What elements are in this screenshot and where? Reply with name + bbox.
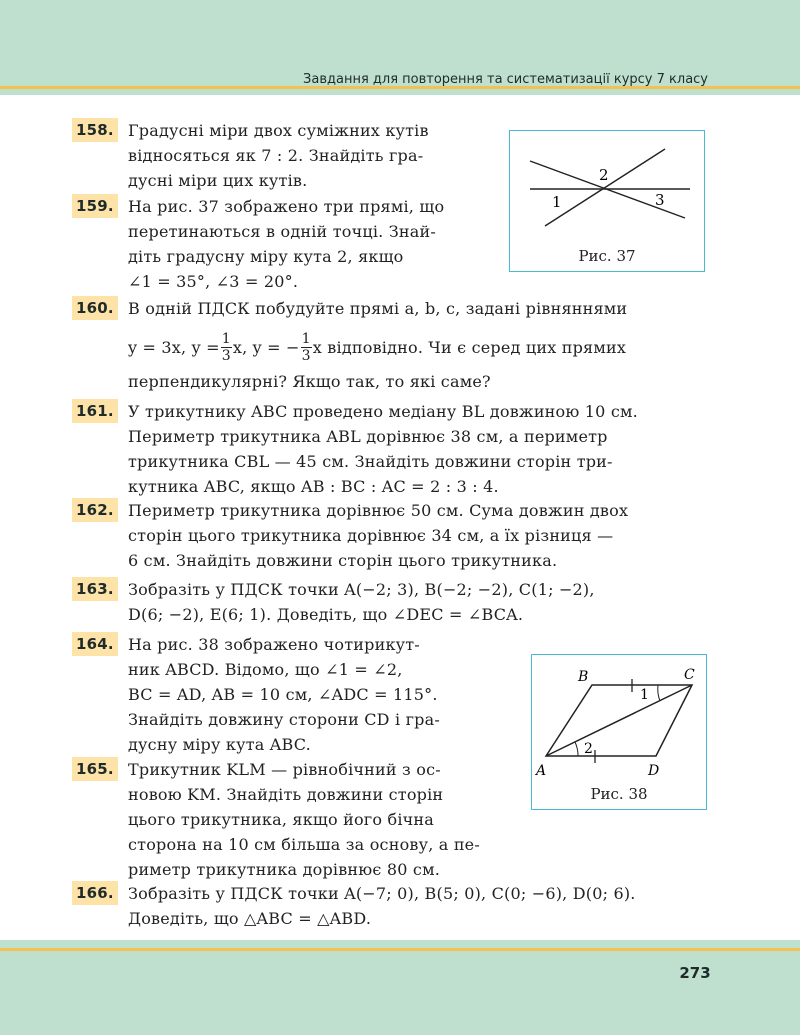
task-number: 158. xyxy=(72,118,118,142)
footer-stripe xyxy=(0,948,800,951)
equation-text: x, y = − xyxy=(232,337,300,357)
figure-37-drawing xyxy=(510,131,704,241)
task-number: 165. xyxy=(72,757,118,781)
figure-37-caption: Рис. 37 xyxy=(578,247,636,265)
task-line: BC = AD, AB = 10 см, ∠ADC = 115°. xyxy=(128,685,438,704)
task-line: сторона на 10 см більша за основу, а пе- xyxy=(128,835,480,854)
task-number: 166. xyxy=(72,881,118,905)
figure-38-label: 1 xyxy=(640,687,649,703)
task-line: Градусні міри двох суміжних кутів xyxy=(128,121,429,140)
task-number: 161. xyxy=(72,399,118,423)
task-line: риметр трикутника дорівнює 80 см. xyxy=(128,860,441,879)
fraction-numerator: 1 xyxy=(221,330,231,347)
fraction-numerator: 1 xyxy=(301,330,311,347)
task-number: 164. xyxy=(72,632,118,656)
task-line: Трикутник KLM — рівнобічний з ос- xyxy=(128,760,441,779)
task-line: ник ABCD. Відомо, що ∠1 = ∠2, xyxy=(128,660,403,679)
figure-37-label: 3 xyxy=(655,191,665,209)
figure-38-label: A xyxy=(536,763,547,779)
page-number: 273 xyxy=(665,960,725,986)
fraction-denominator: 3 xyxy=(301,347,311,364)
fraction-denominator: 3 xyxy=(221,347,231,364)
task-line: На рис. 38 зображено чотирикут- xyxy=(128,635,420,654)
task-line: У трикутнику ABC проведено медіану BL довжиною 10 см. xyxy=(128,402,638,421)
task-line: Периметр трикутника дорівнює 50 см. Сума довжин двох xyxy=(128,501,629,520)
task-line: Доведіть, що △ABC = △ABD. xyxy=(128,909,372,928)
task-line: новою KM. Знайдіть довжини сторін xyxy=(128,785,444,804)
task-line: перпендикулярні? Якщо так, то які саме? xyxy=(128,372,491,391)
task-line: Знайдіть довжину сторони CD і гра- xyxy=(128,710,440,729)
task-line: відносяться як 7 : 2. Знайдіть гра- xyxy=(128,146,424,165)
figure-38-label: 2 xyxy=(584,741,593,757)
task-line: сторін цього трикутника дорівнює 34 см, а їх різниця — xyxy=(128,526,614,545)
task-number: 162. xyxy=(72,498,118,522)
fraction xyxy=(301,331,312,364)
task-line: 6 см. Знайдіть довжини сторін цього трикутника. xyxy=(128,551,558,570)
task-number: 160. xyxy=(72,296,118,320)
figure-37-label: 1 xyxy=(552,193,562,211)
task-line: кутника ABC, якщо AB : BC : AC = 2 : 3 : 4. xyxy=(128,477,499,496)
task-line: перетинаються в одній точці. Знай- xyxy=(128,222,436,241)
fraction xyxy=(221,331,232,364)
task-line: В одній ПДСК побудуйте прямі a, b, c, задані рівняннями xyxy=(128,299,628,318)
task-number: 163. xyxy=(72,577,118,601)
task-line: D(6; −2), E(6; 1). Доведіть, що ∠DEC = ∠BCA. xyxy=(128,605,524,624)
task-line: цього трикутника, якщо його бічна xyxy=(128,810,435,829)
task-line: ∠1 = 35°, ∠3 = 20°. xyxy=(128,272,299,291)
task-number: 159. xyxy=(72,194,118,218)
task-line: На рис. 37 зображено три прямі, що xyxy=(128,197,445,216)
equation-text: x відповідно. Чи є серед цих прямих xyxy=(312,337,627,357)
figure-38-label: C xyxy=(684,667,695,683)
figure-38-label: D xyxy=(648,763,660,779)
equation-text: y = 3x, y = xyxy=(128,337,220,357)
page-header-title: Завдання для повторення та систематизації курсу 7 класу xyxy=(303,72,708,87)
figure-37 xyxy=(509,130,705,272)
task-line: Периметр трикутника ABL дорівнює 38 см, а периметр xyxy=(128,427,608,446)
task-line: Зобразіть у ПДСК точки A(−7; 0), B(5; 0), C(0; −6), D(0; 6). xyxy=(128,884,636,903)
task-line: дусну міру кута ABC. xyxy=(128,735,311,754)
figure-38 xyxy=(531,654,707,810)
task-line: діть градусну міру кута 2, якщо xyxy=(128,247,404,266)
task-line-equations xyxy=(128,329,706,365)
figure-38-drawing xyxy=(532,655,706,779)
figure-37-label: 2 xyxy=(599,166,609,184)
task-line: Зобразіть у ПДСК точки A(−2; 3), B(−2; −2), C(1; −2), xyxy=(128,580,595,599)
footer-band xyxy=(0,940,800,1035)
figure-38-caption: Рис. 38 xyxy=(590,785,648,803)
figure-38-label: B xyxy=(578,669,589,685)
task-line: трикутника CBL — 45 см. Знайдіть довжини сторін три- xyxy=(128,452,613,471)
task-line: дусні міри цих кутів. xyxy=(128,171,308,190)
